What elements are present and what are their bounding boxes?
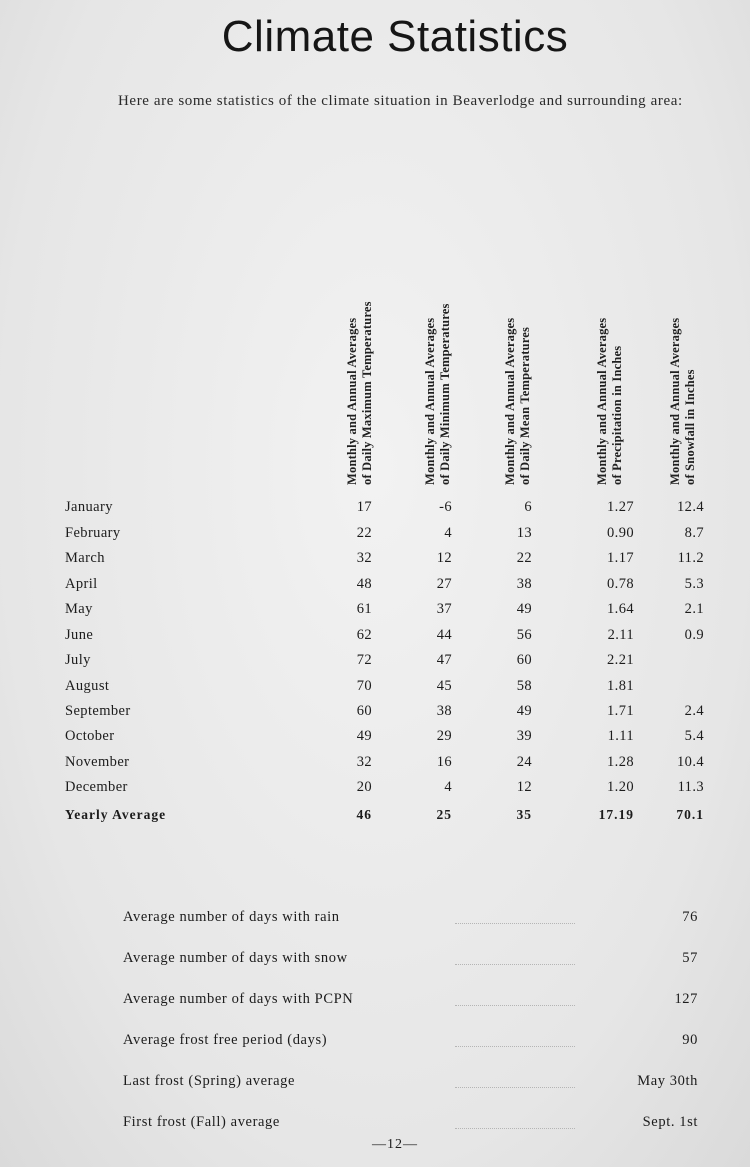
page-number: —12— <box>372 1137 418 1152</box>
snowfall-cell: 2.4 <box>684 703 704 719</box>
precipitation-cell: 1.28 <box>607 754 634 770</box>
snowfall-cell: 0.9 <box>684 627 704 643</box>
min-temp-cell: 37 <box>436 601 452 617</box>
min-temp-cell: 12 <box>436 550 452 566</box>
summary-label: Average number of days with snow <box>123 950 348 966</box>
summary-item <box>0 1114 750 1138</box>
mean-temp-cell: 39 <box>516 728 532 744</box>
min-temp-cell: 25 <box>436 807 452 822</box>
mean-temp-cell: 60 <box>516 652 532 668</box>
summary-value: 90 <box>682 1032 698 1048</box>
month-label: April <box>65 576 98 592</box>
max-temp-cell: 72 <box>356 652 372 668</box>
table-row <box>0 627 750 651</box>
precipitation-cell: 1.11 <box>607 728 634 744</box>
leader-dots <box>455 964 575 965</box>
column-header-line: Monthly and Annual Averages <box>503 317 517 485</box>
snowfall-cell: 5.4 <box>684 728 704 744</box>
mean-temp-cell: 22 <box>516 550 532 566</box>
min-temp-cell: 27 <box>436 576 452 592</box>
snowfall-cell: 12.4 <box>677 499 704 515</box>
precipitation-cell: 0.78 <box>607 576 634 592</box>
column-header-line: of Daily Minimum Temperatures <box>438 303 452 485</box>
summary-value: May 30th <box>637 1073 698 1089</box>
table-row <box>0 779 750 803</box>
precipitation-cell: 2.21 <box>607 652 634 668</box>
table-row <box>0 601 750 625</box>
mean-temp-cell: 6 <box>524 499 532 515</box>
precipitation-cell: 1.64 <box>607 601 634 617</box>
precipitation-cell: 1.71 <box>607 703 634 719</box>
table-row <box>0 678 750 702</box>
month-label: July <box>65 652 91 668</box>
summary-label: First frost (Fall) average <box>123 1114 280 1130</box>
column-header-line: of Precipitation in Inches <box>610 345 624 485</box>
min-temp-cell: 44 <box>436 627 452 643</box>
max-temp-cell: 46 <box>356 807 372 822</box>
yearly-average-label: Yearly Average <box>65 807 167 822</box>
column-header-line: Monthly and Annual Averages <box>668 317 682 485</box>
column-header-max-temp <box>345 185 379 485</box>
summary-value: 57 <box>682 950 698 966</box>
summary-item <box>0 991 750 1015</box>
column-header-line: of Daily Mean Temperatures <box>518 326 532 485</box>
table-row <box>0 525 750 549</box>
intro-paragraph: Here are some statistics of the climate situation in Beaverlodge and surrounding area: <box>118 93 683 109</box>
month-label: December <box>65 779 128 795</box>
column-header-precipitation <box>595 185 629 485</box>
max-temp-cell: 60 <box>356 703 372 719</box>
leader-dots <box>455 1087 575 1088</box>
month-label: June <box>65 627 94 643</box>
min-temp-cell: 16 <box>436 754 452 770</box>
summary-item <box>0 1032 750 1056</box>
table-row <box>0 754 750 778</box>
summary-item <box>0 909 750 933</box>
leader-dots <box>455 1128 575 1129</box>
max-temp-cell: 32 <box>356 550 372 566</box>
max-temp-cell: 22 <box>356 525 372 541</box>
max-temp-cell: 20 <box>356 779 372 795</box>
precipitation-cell: 1.17 <box>607 550 634 566</box>
mean-temp-cell: 58 <box>516 678 532 694</box>
summary-label: Last frost (Spring) average <box>123 1073 296 1089</box>
snowfall-cell: 70.1 <box>676 807 704 822</box>
mean-temp-cell: 35 <box>516 807 532 822</box>
month-label: March <box>65 550 105 566</box>
snowfall-cell: 10.4 <box>677 754 704 770</box>
min-temp-cell: 45 <box>436 678 452 694</box>
table-row <box>0 550 750 574</box>
summary-item <box>0 950 750 974</box>
min-temp-cell: -6 <box>439 499 452 515</box>
month-label: September <box>65 703 131 719</box>
month-label: August <box>65 678 110 694</box>
max-temp-cell: 32 <box>356 754 372 770</box>
column-header-snowfall <box>668 185 702 485</box>
max-temp-cell: 61 <box>356 601 372 617</box>
column-header-line: Monthly and Annual Averages <box>345 317 359 485</box>
yearly-average-row <box>0 807 750 831</box>
mean-temp-cell: 12 <box>516 779 532 795</box>
leader-dots <box>455 1005 575 1006</box>
mean-temp-cell: 49 <box>516 601 532 617</box>
precipitation-cell: 17.19 <box>598 807 634 822</box>
summary-item <box>0 1073 750 1097</box>
summary-value: Sept. 1st <box>642 1114 698 1130</box>
table-row <box>0 728 750 752</box>
month-label: May <box>65 601 93 617</box>
precipitation-cell: 1.27 <box>607 499 634 515</box>
min-temp-cell: 38 <box>436 703 452 719</box>
snowfall-cell: 5.3 <box>684 576 704 592</box>
mean-temp-cell: 49 <box>516 703 532 719</box>
mean-temp-cell: 38 <box>516 576 532 592</box>
max-temp-cell: 62 <box>356 627 372 643</box>
month-label: February <box>65 525 121 541</box>
max-temp-cell: 49 <box>356 728 372 744</box>
summary-value: 127 <box>674 991 698 1007</box>
snowfall-cell: 11.3 <box>677 779 704 795</box>
mean-temp-cell: 24 <box>516 754 532 770</box>
precipitation-cell: 1.20 <box>607 779 634 795</box>
month-label: November <box>65 754 130 770</box>
table-row <box>0 703 750 727</box>
table-row <box>0 576 750 600</box>
column-header-min-temp <box>423 185 457 485</box>
leader-dots <box>455 923 575 924</box>
leader-dots <box>455 1046 575 1047</box>
max-temp-cell: 48 <box>356 576 372 592</box>
month-label: October <box>65 728 115 744</box>
column-header-line: of Snowfall in Inches <box>683 369 697 485</box>
min-temp-cell: 4 <box>444 779 452 795</box>
table-row <box>0 652 750 676</box>
precipitation-cell: 0.90 <box>607 525 634 541</box>
table-row <box>0 499 750 523</box>
min-temp-cell: 4 <box>444 525 452 541</box>
month-label: January <box>65 499 113 515</box>
max-temp-cell: 70 <box>356 678 372 694</box>
snowfall-cell: 8.7 <box>684 525 704 541</box>
column-header-line: Monthly and Annual Averages <box>423 317 437 485</box>
min-temp-cell: 47 <box>436 652 452 668</box>
summary-label: Average number of days with rain <box>123 909 340 925</box>
precipitation-cell: 2.11 <box>607 627 634 643</box>
column-header-line: of Daily Maximum Temperatures <box>360 301 374 485</box>
max-temp-cell: 17 <box>356 499 372 515</box>
summary-label: Average number of days with PCPN <box>123 991 354 1007</box>
snowfall-cell: 11.2 <box>677 550 704 566</box>
summary-value: 76 <box>682 909 698 925</box>
snowfall-cell: 2.1 <box>684 601 704 617</box>
mean-temp-cell: 56 <box>516 627 532 643</box>
summary-label: Average frost free period (days) <box>123 1032 328 1048</box>
column-header-mean-temp <box>503 185 537 485</box>
precipitation-cell: 1.81 <box>607 678 634 694</box>
column-header-line: Monthly and Annual Averages <box>595 317 609 485</box>
mean-temp-cell: 13 <box>516 525 532 541</box>
min-temp-cell: 29 <box>436 728 452 744</box>
page-title: Climate Statistics <box>221 12 569 61</box>
